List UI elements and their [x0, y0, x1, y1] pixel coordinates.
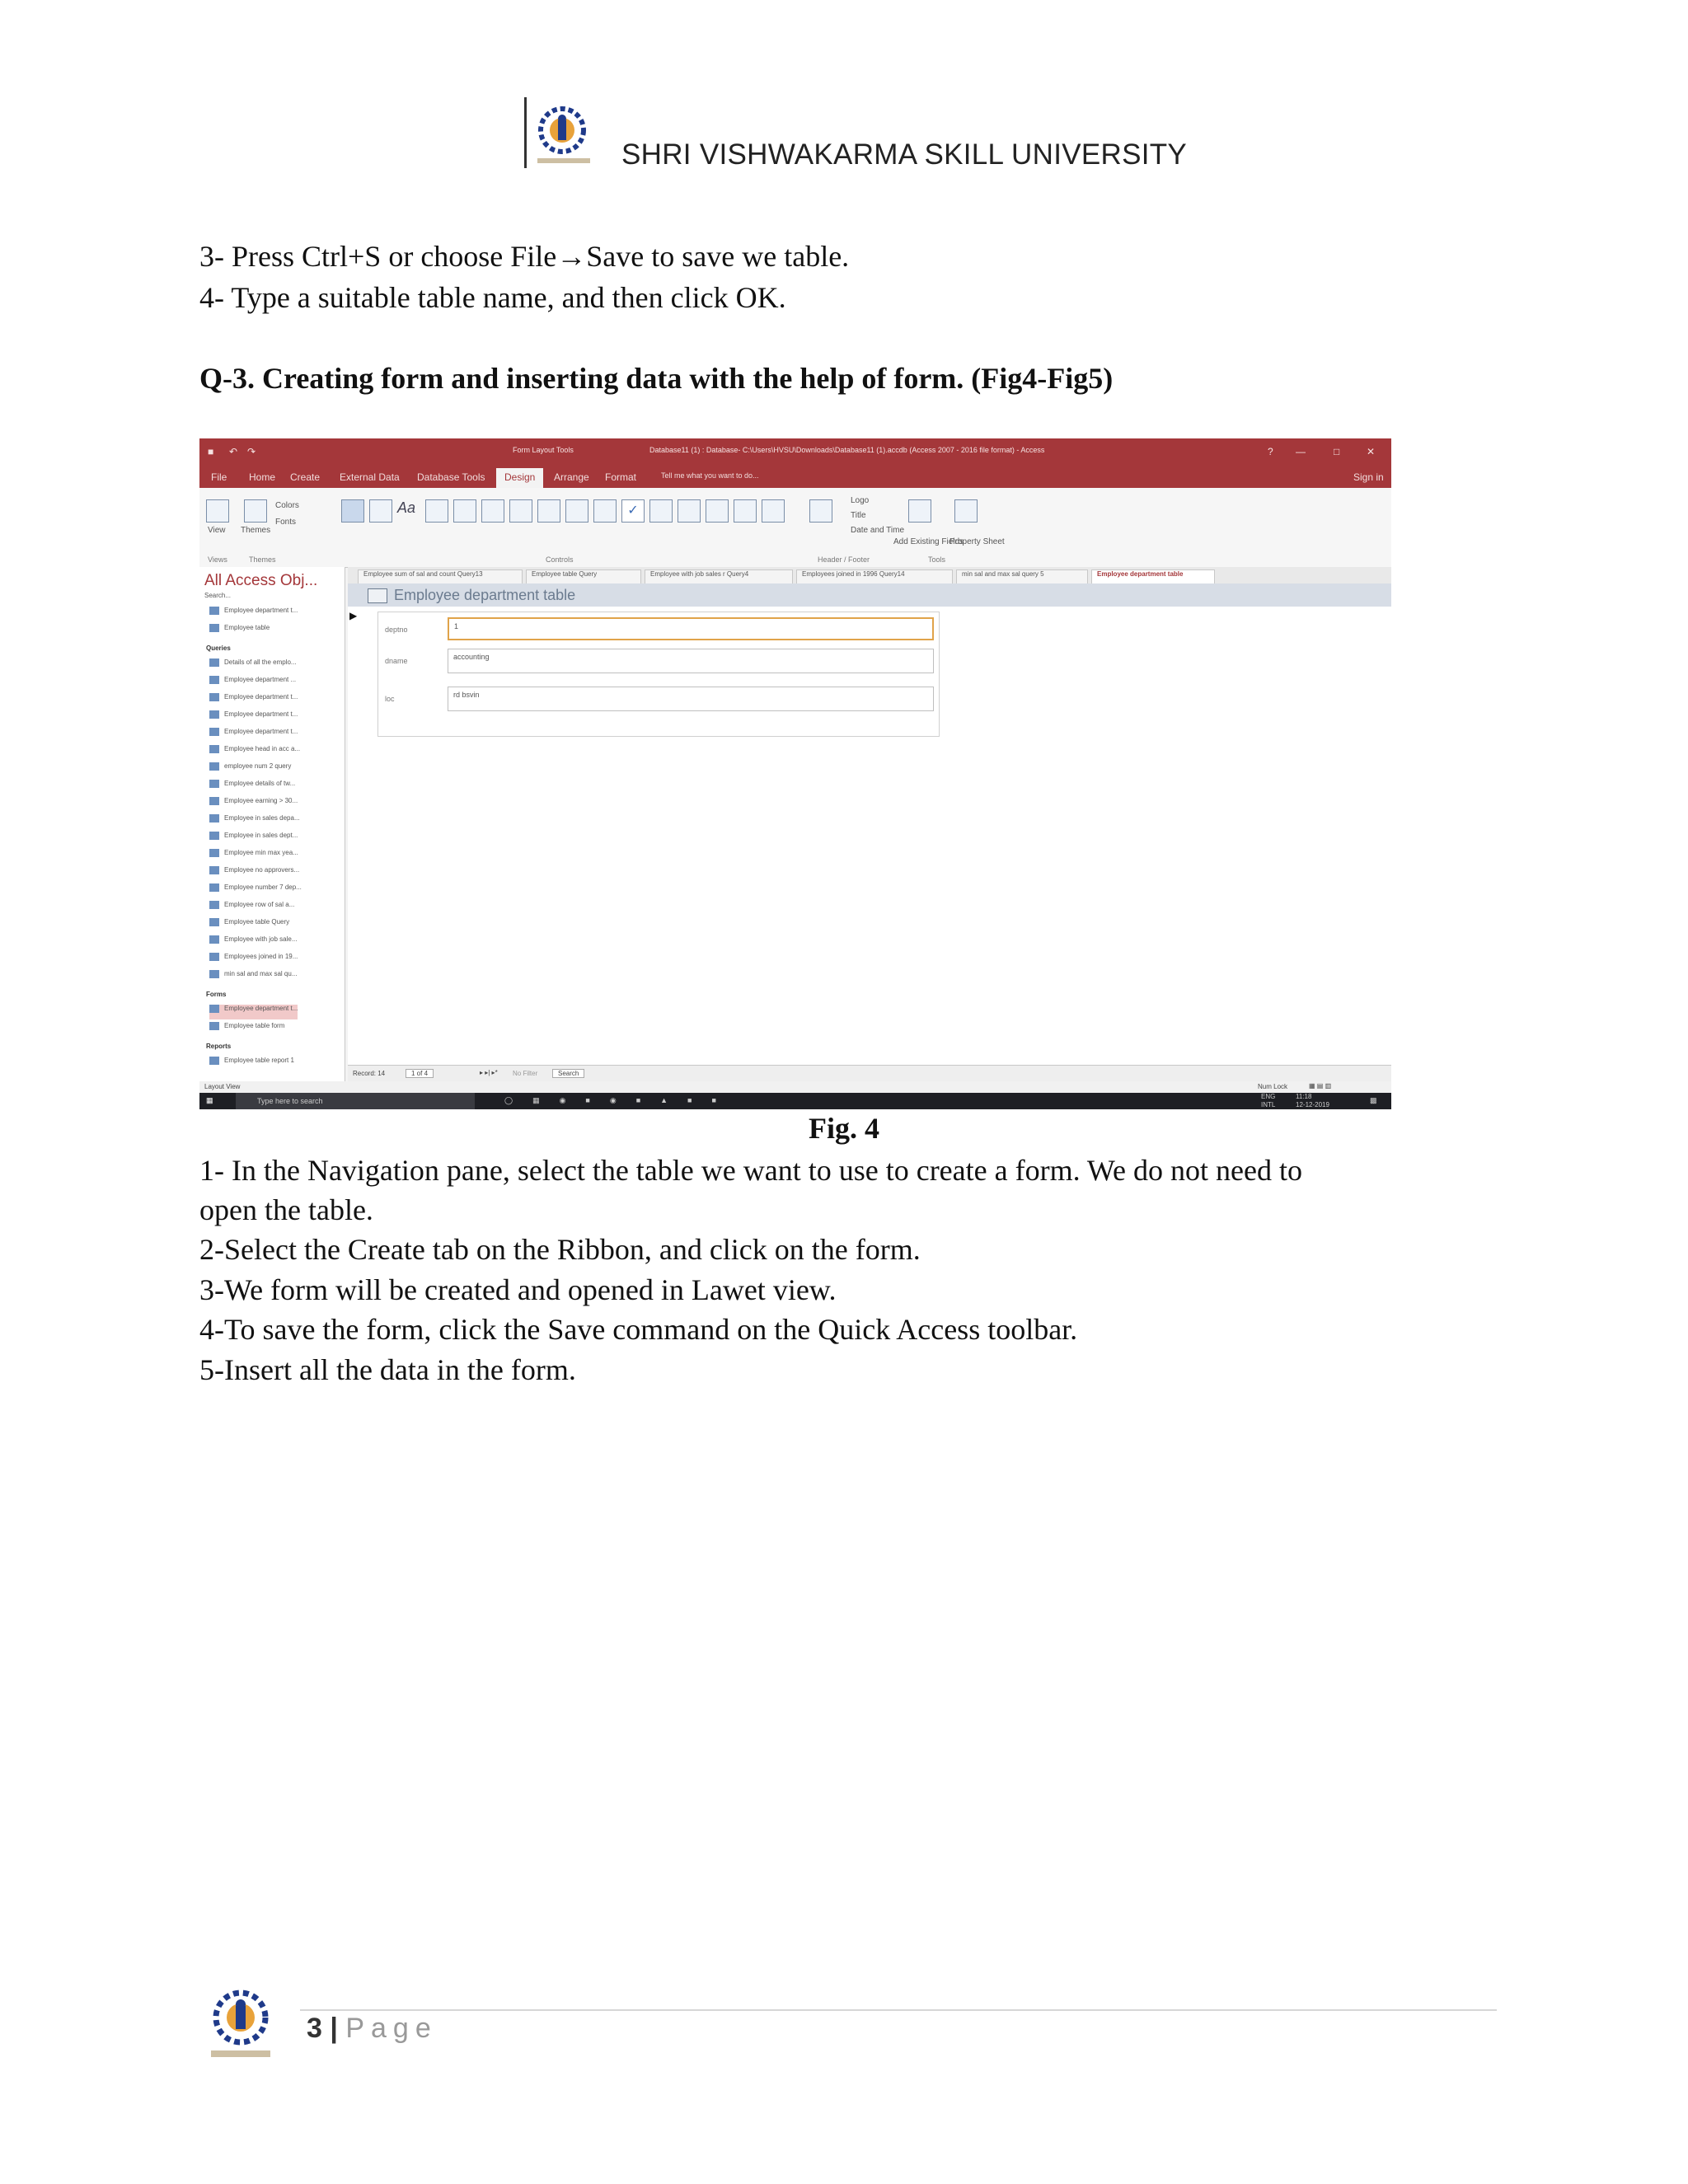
step-3: 3-We form will be created and opened in Lawet view.: [199, 1273, 837, 1306]
redo-icon[interactable]: ↷: [247, 446, 256, 457]
title-button[interactable]: Title: [851, 511, 866, 520]
nav-item-label: Employee head in acc a...: [224, 745, 301, 753]
nav-item[interactable]: [209, 866, 299, 881]
record-selector-icon[interactable]: ▶: [349, 610, 358, 621]
view-switch-icons[interactable]: ▦ ▤ ▥: [1309, 1082, 1332, 1090]
document-tabs: [348, 567, 1391, 584]
nav-item[interactable]: [209, 676, 296, 691]
language-code: ENG: [1261, 1093, 1276, 1100]
access-titlebar: [199, 438, 1391, 466]
object-icon: [209, 745, 219, 753]
maximize-icon[interactable]: □: [1334, 446, 1340, 457]
property-sheet-icon[interactable]: [954, 499, 978, 523]
checkbox-icon[interactable]: ✓: [621, 499, 645, 523]
nav-item-label: Employee department t...: [224, 728, 298, 736]
object-icon: [209, 1022, 219, 1030]
property-sheet-label[interactable]: Property Sheet: [950, 537, 1005, 546]
tab-control-icon[interactable]: [453, 499, 476, 523]
nav-item[interactable]: [209, 901, 294, 916]
date-time-button[interactable]: Date and Time: [851, 526, 905, 535]
tell-me-box[interactable]: Tell me what you want to do...: [661, 471, 759, 480]
clock-time: 11:18: [1296, 1093, 1312, 1100]
page-break-icon[interactable]: [593, 499, 617, 523]
nav-item-label: Employee department ...: [224, 676, 297, 684]
nav-item[interactable]: [209, 970, 297, 985]
object-icon: [209, 866, 219, 874]
tab-file[interactable]: File: [211, 471, 227, 483]
step-1: 1- In the Navigation pane, select the table we want to use to create a form. We do not need to: [199, 1154, 1302, 1187]
footer-university-logo: [201, 1981, 280, 2067]
object-icon: [209, 624, 219, 632]
object-icon: [209, 728, 219, 736]
nav-item-label: Employee no approvers...: [224, 866, 300, 874]
field-label-loc: loc: [385, 695, 395, 703]
region-code: INTL: [1261, 1101, 1276, 1108]
status-bar: [199, 1081, 1391, 1093]
form-icon: [368, 588, 387, 603]
nav-item[interactable]: [209, 745, 300, 760]
insert-image-icon[interactable]: [809, 499, 832, 523]
document-tab[interactable]: min sal and max sal query 5: [956, 569, 1088, 584]
colors-button[interactable]: Colors: [275, 501, 299, 510]
toggle-button-icon[interactable]: [706, 499, 729, 523]
record-position-input[interactable]: 1 of 4: [406, 1069, 434, 1078]
nav-item[interactable]: [209, 710, 298, 725]
access-screenshot: [199, 438, 1391, 1109]
option-group-icon[interactable]: [565, 499, 588, 523]
nav-item-label: Employee table report 1: [224, 1057, 294, 1065]
loc-field[interactable]: rd bsvin: [448, 687, 934, 711]
group-tools: Tools: [928, 555, 946, 564]
document-tab[interactable]: Employee table Query: [526, 569, 641, 584]
intro-step-4: 4- Type a suitable table name, and then click OK.: [199, 281, 786, 314]
themes-label: Themes: [241, 526, 271, 535]
window-title: Database11 (1) : Database- C:\Users\HVSU\Downloads\Database11 (1).accdb (Access 2007 - 2016 file format) - Access: [649, 446, 1045, 454]
navigation-pane: [199, 567, 345, 1081]
minimize-icon[interactable]: —: [1296, 446, 1306, 457]
nav-item[interactable]: [209, 693, 298, 708]
object-icon: [209, 797, 219, 805]
nav-item[interactable]: [209, 849, 298, 864]
tab-database-tools[interactable]: Database Tools: [417, 471, 485, 483]
nav-pane-title[interactable]: All Access Obj...: [204, 572, 318, 589]
nav-item-label: Employee department t...: [224, 693, 298, 701]
nav-item-label: Employee number 7 dep...: [224, 883, 302, 892]
windows-start-icon[interactable]: ▦: [206, 1096, 213, 1104]
tab-create[interactable]: Create: [290, 471, 321, 483]
add-fields-icon[interactable]: [908, 499, 931, 523]
university-logo: [524, 97, 603, 170]
nav-item[interactable]: [209, 814, 300, 829]
hyperlink-icon[interactable]: [481, 499, 504, 523]
form-header: [348, 583, 1391, 607]
nav-item-label: Employee table: [224, 624, 270, 632]
nav-item-label: Employee in sales depa...: [224, 814, 300, 823]
tab-design[interactable]: Design: [496, 468, 543, 488]
nav-item[interactable]: [209, 953, 298, 968]
view-icon[interactable]: [206, 499, 229, 523]
themes-icon[interactable]: [244, 499, 267, 523]
field-label-deptno: deptno: [385, 626, 408, 634]
object-icon: [209, 658, 219, 667]
nav-item-label: Employee table form: [224, 1022, 285, 1030]
nav-item-label: Employee min max yea...: [224, 849, 298, 857]
object-icon: [209, 935, 219, 944]
context-tools-label: Form Layout Tools: [513, 446, 574, 454]
textbox-icon[interactable]: [369, 499, 392, 523]
page-word: Page: [345, 2013, 438, 2044]
nav-item[interactable]: [209, 658, 297, 673]
intro-step-3: 3- Press Ctrl+S or choose File→Save to save we table.: [199, 240, 850, 273]
step-1-cont: open the table.: [199, 1193, 373, 1226]
help-button[interactable]: ?: [1268, 446, 1273, 457]
undo-icon[interactable]: ↶: [229, 446, 238, 457]
step-5: 5-Insert all the data in the form.: [199, 1353, 576, 1386]
taskbar-search-text[interactable]: Type here to search: [257, 1097, 323, 1105]
nav-search-input[interactable]: Search...: [204, 592, 232, 599]
object-icon: [209, 780, 219, 788]
nav-item-label: Employee department t...: [224, 1005, 298, 1013]
tab-arrange[interactable]: Arrange: [554, 471, 589, 483]
record-label: Record: 14: [353, 1070, 386, 1077]
question-heading: Q-3. Creating form and inserting data with the help of form. (Fig4-Fig5): [199, 362, 1114, 395]
nav-item-label: Employee with job sale...: [224, 935, 298, 944]
document-tab[interactable]: Employees joined in 1996 Query14: [796, 569, 953, 584]
label-control-icon[interactable]: Aa: [397, 499, 416, 516]
document-tab[interactable]: Employee sum of sal and count Query13: [358, 569, 523, 584]
button-control-icon[interactable]: [425, 499, 448, 523]
group-views: Views: [208, 555, 227, 564]
footer-divider: [300, 2009, 1497, 2011]
view-status: Layout View: [204, 1083, 241, 1090]
fonts-button[interactable]: Fonts: [275, 518, 297, 527]
record-navigator: [348, 1065, 1391, 1082]
object-icon: [209, 1005, 219, 1013]
group-controls: Controls: [546, 555, 574, 564]
object-icon: [209, 918, 219, 926]
form-layout: [377, 612, 940, 737]
sign-in-link[interactable]: Sign in: [1353, 471, 1384, 483]
next-record-icon[interactable]: ▸ ▸| ▸*: [480, 1069, 498, 1076]
save-icon[interactable]: ■: [208, 446, 214, 457]
object-icon: [209, 883, 219, 892]
nav-item-label: Employee row of sal a...: [224, 901, 295, 909]
object-icon: [209, 814, 219, 823]
nav-item[interactable]: [209, 918, 289, 933]
form-title: Employee department table: [394, 587, 576, 603]
page-number-value: 3: [307, 2013, 322, 2044]
object-icon: [209, 832, 219, 840]
clock[interactable]: [1296, 1093, 1329, 1109]
nav-item-label: Employee department t...: [224, 607, 298, 615]
object-icon: [209, 762, 219, 771]
web-browser-icon[interactable]: [509, 499, 532, 523]
object-icon: [209, 953, 219, 961]
figure-caption: Fig. 4: [809, 1112, 879, 1145]
nav-item-label: Employee details of tw...: [224, 780, 296, 788]
notification-icon[interactable]: ▩: [1370, 1096, 1377, 1104]
nav-section-header[interactable]: Queries: [206, 644, 231, 652]
nav-item[interactable]: [209, 832, 298, 846]
deptno-field[interactable]: 1: [448, 617, 934, 640]
object-icon: [209, 970, 219, 978]
group-header-footer: Header / Footer: [818, 555, 870, 564]
nav-item[interactable]: [209, 624, 270, 639]
language-indicator: [1261, 1093, 1275, 1109]
nav-item[interactable]: [209, 935, 298, 950]
page-number: [307, 2013, 438, 2045]
list-box-icon[interactable]: [734, 499, 757, 523]
nav-item[interactable]: [209, 883, 302, 898]
tab-external-data[interactable]: External Data: [340, 471, 400, 483]
nav-section-header[interactable]: Reports: [206, 1043, 232, 1050]
rectangle-icon[interactable]: [762, 499, 785, 523]
nav-item[interactable]: [209, 1057, 294, 1071]
nav-item[interactable]: [209, 607, 298, 621]
document-tab[interactable]: Employee department table: [1091, 569, 1215, 584]
nav-item[interactable]: [209, 797, 298, 812]
ribbon: [199, 488, 1391, 568]
form-body: [348, 607, 1391, 1065]
dname-field[interactable]: accounting: [448, 649, 934, 673]
nav-item[interactable]: [209, 728, 298, 743]
step-4: 4-To save the form, click the Save command on the Quick Access toolbar.: [199, 1313, 1078, 1346]
nav-section-header[interactable]: Forms: [206, 991, 227, 998]
record-search-input[interactable]: Search: [552, 1069, 584, 1078]
nav-item-label: Employees joined in 19...: [224, 953, 298, 961]
num-lock-status: Num Lock: [1258, 1083, 1288, 1090]
object-icon: [209, 849, 219, 857]
object-icon: [209, 710, 219, 719]
nav-item-label: Employee table Query: [224, 918, 290, 926]
navigation-control-icon[interactable]: [537, 499, 560, 523]
ribbon-tabs: [199, 466, 1391, 488]
nav-item-label: Details of all the emplo...: [224, 658, 297, 667]
object-icon: [209, 693, 219, 701]
nav-item[interactable]: [209, 1022, 284, 1037]
nav-item-label: employee num 2 query: [224, 762, 292, 771]
tab-format[interactable]: Format: [605, 471, 637, 483]
object-icon: [209, 607, 219, 615]
nav-item-label: Employee in sales dept...: [224, 832, 298, 840]
clock-date: 12-12-2019: [1296, 1101, 1329, 1108]
filter-indicator[interactable]: No Filter: [513, 1070, 538, 1077]
line-icon[interactable]: [678, 499, 701, 523]
add-fields-label[interactable]: Add Existing Fields: [893, 537, 964, 546]
nav-item-label: Employee earning > 30...: [224, 797, 298, 805]
nav-item[interactable]: [209, 1005, 298, 1019]
nav-item-label: min sal and max sal qu...: [224, 970, 298, 978]
windows-taskbar: [199, 1093, 1391, 1109]
document-tab[interactable]: Employee with job sales r Query4: [645, 569, 793, 584]
object-icon: [209, 676, 219, 684]
close-icon[interactable]: ✕: [1367, 446, 1376, 457]
nav-item-label: Employee department t...: [224, 710, 298, 719]
combo-box-icon[interactable]: [649, 499, 673, 523]
nav-item[interactable]: [209, 762, 291, 777]
university-name: SHRI VISHWAKARMA SKILL UNIVERSITY: [621, 138, 1188, 171]
taskbar-app-icons[interactable]: ◯▦◉■◉■▲■■: [504, 1096, 736, 1104]
nav-item[interactable]: [209, 780, 295, 794]
tab-home[interactable]: Home: [249, 471, 276, 483]
field-label-dname: dname: [385, 657, 408, 665]
view-label: View: [208, 526, 226, 535]
page-separator: |: [330, 2013, 338, 2044]
object-icon: [209, 1057, 219, 1065]
logo-button[interactable]: Logo: [851, 496, 870, 505]
group-themes: Themes: [249, 555, 276, 564]
step-2: 2-Select the Create tab on the Ribbon, and click on the form.: [199, 1233, 921, 1266]
select-icon[interactable]: [341, 499, 364, 523]
object-icon: [209, 901, 219, 909]
